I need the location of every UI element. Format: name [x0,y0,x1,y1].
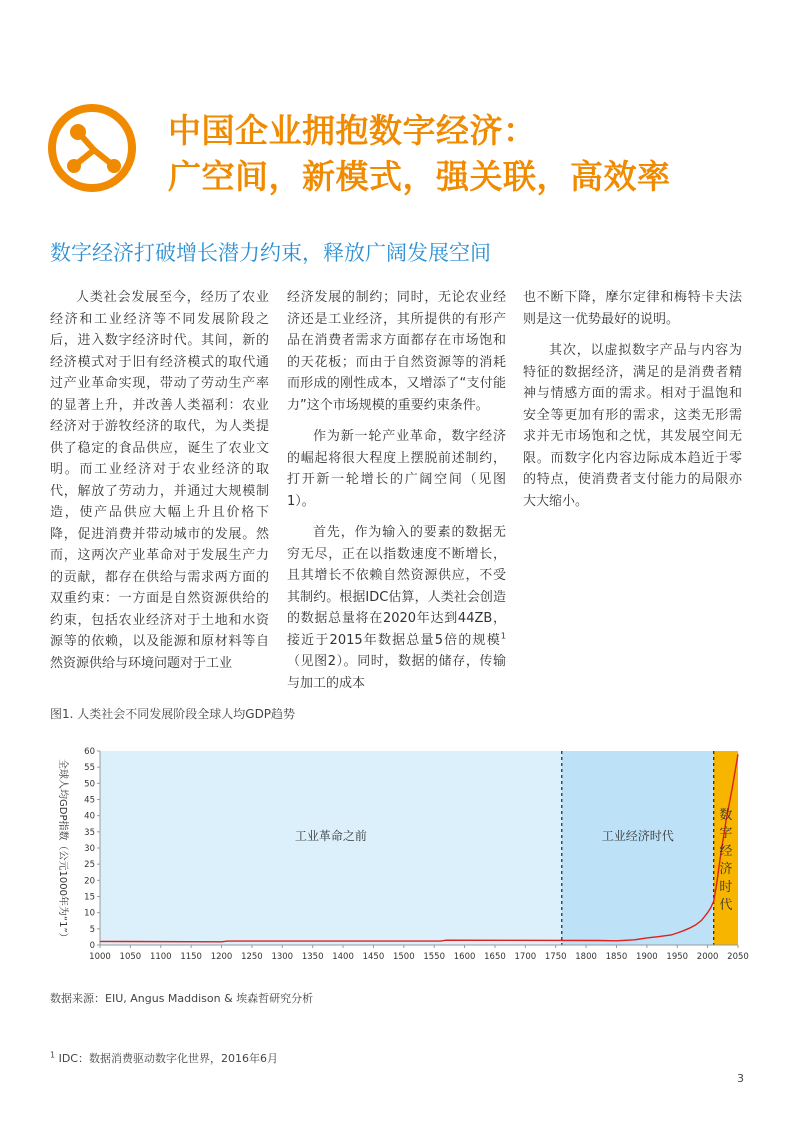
y-tick-label: 30 [84,844,95,854]
x-tick-label: 1750 [544,952,567,962]
x-tick-label: 1250 [241,952,263,962]
y-tick-label: 10 [84,908,95,919]
chart-region-2 [562,751,714,945]
y-tick-label: 15 [84,892,95,903]
y-tick-label: 40 [84,811,95,822]
x-tick-label: 1300 [271,952,294,962]
y-tick-label: 60 [84,747,95,757]
paragraph-1: 人类社会发展至今，经历了农业经济和工业经济等不同发展阶段之后，进入数字经济时代。其间，新的经济模式对于旧有经济模式的取代通过产业革命实现，带动了劳动生产率的显著上升，并改善人类福利：农业经济对于游牧经济的取代，为人类提供了稳定的食品供应，诞生了农业文明。而工业经济对于农业经济的取代，解放了劳动力，并通过大规模制造，使产品供应大幅上升且价格下降，促进消费并带动城市的发展。然而，这两次产业革命对于发展生产力的贡献，都存在供给与需求两方面的双重约束：一方面是自然资源供给的约束，包括农业经济对于土地和水资源等的依赖，以及能源和原材料等自然资源供给与环境问题对于工业 [50,290,269,671]
paragraph-3-text-a: 首先，作为输入的要素的数据无穷无尽，正在以指数速度不断增长，且其增长不依赖自然资源供应，不受其制约。根据IDC估算，人类社会创造的数据总量将在2020年达到44ZB，接近于2015年数据总量5倍的规模 [287,525,506,648]
x-tick-label: 1350 [301,952,324,962]
paragraph-3-continued: 也不断下降，摩尔定律和梅特卡夫法则是这一优势最好的说明。 [523,290,742,327]
region-label-industrial: 工业经济时代 [601,829,674,843]
page-title [168,108,671,200]
x-tick-label: 1550 [423,952,446,962]
x-tick-label: 1950 [666,952,689,962]
paragraph-2: 作为新一轮产业革命，数字经济的崛起将很大程度上摆脱前述制约，打开新一轮增长的广阔空间（见图1）。 [287,429,506,509]
x-tick-label: 1500 [392,952,415,962]
x-tick-label: 1200 [210,952,233,962]
x-tick-label: 1050 [119,952,142,962]
x-tick-label: 1400 [332,952,354,962]
y-tick-label: 5 [89,924,95,935]
y-tick-label: 25 [84,860,95,871]
body-column-3 [523,287,742,522]
x-tick-label: 1650 [484,952,506,962]
paragraph-3 [287,522,506,694]
chart-region-1 [100,751,562,945]
x-tick-label: 1000 [89,952,111,962]
footnote-text: IDC：数据消费驱动数字化世界，2016年6月 [58,1052,278,1065]
section-subtitle: 数字经济打破增长潜力约束，释放广阔发展空间 [50,241,491,265]
region-label-digital: 数字经济时代 [719,808,733,913]
footnote-ref: 1 [500,631,506,641]
x-tick-label: 1700 [514,952,537,962]
paragraph-4: 其次，以虚拟数字产品与内容为特征的数据经济，满足的是消费者精神与情感方面的需求。相对于温饱和安全等更加有形的需求，这类无形需求并无市场饱和之忧，其发展空间无限。而数字化内容边际成本趋近于零的特点，使消费者支付能力的局限亦大大缩小。 [523,343,742,509]
x-tick-label: 2000 [696,952,719,962]
paragraph-1-continued: 经济发展的制约；同时，无论农业经济还是工业经济，其所提供的有形产品在消费者需求方面都存在市场饱和的天花板；而由于自然资源等的消耗而形成的刚性成本，又增添了“支付能力”这个市场规模的重要约束条件。 [287,290,506,413]
region-label-pre-industrial: 工业革命之前 [294,829,367,843]
paragraph-3-text-b: （见图2）。同时，数据的储存，传输与加工的成本 [287,654,506,691]
page-title-line1: 中国企业拥抱数字经济： [168,111,537,150]
y-tick-label: 0 [89,941,95,951]
page-number: 3 [737,1072,744,1085]
body-column-1 [50,287,269,684]
footnote-mark: 1 [50,1050,56,1060]
x-tick-label: 1150 [180,952,202,962]
y-tick-label: 45 [84,795,95,806]
share-network-icon [47,103,137,193]
y-tick-label: 50 [84,779,95,790]
x-tick-label: 1900 [636,952,658,962]
x-tick-label: 1850 [605,952,628,962]
y-tick-label: 55 [84,763,95,774]
gdp-chart [40,738,760,973]
data-source: 数据来源：EIU, Angus Maddison & 埃森哲研究分析 [50,992,314,1005]
y-axis-label: 全球人均GDP指数（公元1000年为“1”） [57,759,68,943]
body-column-2 [287,287,506,704]
page-title-line2: 广空间，新模式，强关联，高效率 [168,157,671,196]
figure-caption: 图1. 人类社会不同发展阶段全球人均GDP趋势 [50,707,296,721]
y-tick-label: 20 [84,876,95,887]
x-tick-label: 1450 [362,952,385,962]
x-tick-label: 1800 [575,952,597,962]
y-tick-label: 35 [84,827,95,838]
x-tick-label: 1600 [453,952,476,962]
footnote [50,1050,278,1066]
x-tick-label: 2050 [727,952,749,962]
x-tick-label: 1100 [149,952,172,962]
